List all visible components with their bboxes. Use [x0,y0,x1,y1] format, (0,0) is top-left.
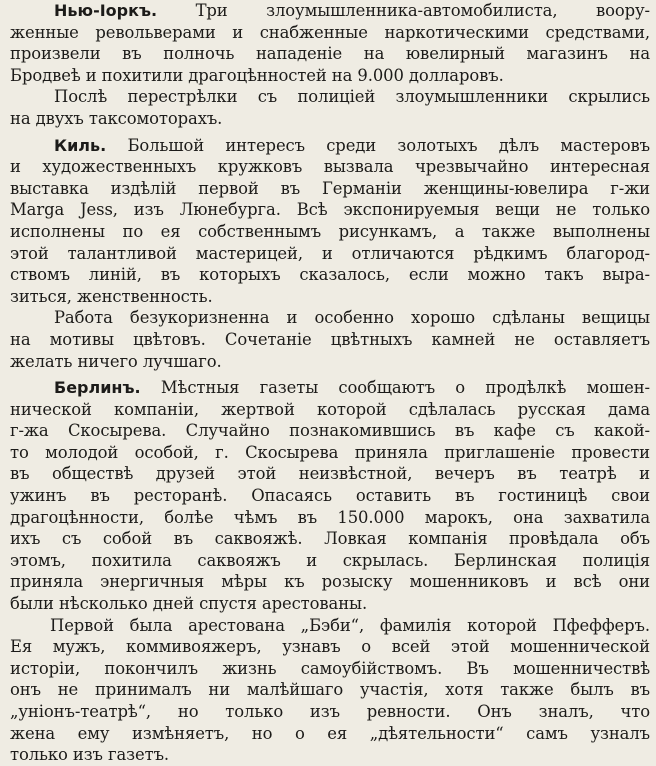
city-heading: Нью-Iоркъ. [54,1,158,20]
text-line: женные револьверами и снабженные наркотическими средствами, [10,22,650,42]
text-line: выставка издѣлiй первой въ Германiи женщины-ювелира г-жи [10,178,650,198]
text-line: Работа безукоризненна и особенно хорошо сдѣланы вещицы [54,308,650,328]
text-line: нической компанiи, жертвой которой сдѣлалась русская дама [10,399,650,419]
paragraph [10,307,650,372]
paragraph [10,86,650,129]
text-line: желать ничего лучшаго. [10,351,222,371]
text-line: то молодой особой, г. Скосырева приняла приглашенiе провести [10,442,650,462]
text-line: онъ не принималъ ни малѣйшаго участiя, хотя также былъ въ [10,680,650,700]
text-line: на мотивы цвѣтовъ. Сочетанiе цвѣтныхъ камней не оставляетъ [10,329,650,349]
text-line: приняла энергичныя мѣры къ розыску мошенниковъ и всѣ они [10,572,650,592]
text-line: ихъ съ собой въ саквояжѣ. Ловкая компанiя провѣдала объ [10,529,650,549]
text-line: этой талантливой мастерицей, и отличаются рѣдкимъ благород- [10,243,650,263]
text-line: драгоцѣнности, болѣе чѣмъ въ 150.000 марокъ, она захватила [10,507,650,527]
paragraph: Берлинъ. Мѣстныя газеты сообщаютъ о продѣлкѣ мошен- нической компанiи, жертвой которой сдѣлалась русская дама г-жа Скосырева. Случайно познакомившись въ кафе съ какой- то молодой особой, г. Скосырева приняла приглашенiе провести въ обществѣ друзей этой неизвѣстной, вечеръ въ театрѣ и ужинъ въ ресторанѣ. Опасаясь оставить въ гостиницѣ свои драгоцѣнности, болѣе чѣмъ въ 150.000 марокъ, она захватила ихъ съ собой въ саквояжѣ. Ловкая компанiя провѣдала объ этомъ, похитила саквояжъ и скрылась. Берлинская полицiя приняла энергичныя мѣры къ розыску мошенниковъ и всѣ они были нѣсколько дней спустя арестованы. [10,378,650,614]
text-line: Ея мужъ, коммивояжеръ, узнавъ о всей этой мошеннической [10,637,650,657]
paragraph: Нью-Iоркъ. Три злоумышленника-автомобилиста, воору- женные револьверами и снабженные наркотическими средствами, произвели въ полночь нападенiе на ювелирный магазинъ на Бродвеѣ и похитили драгоцѣнностей на 9.000 долларовъ. [10,1,650,85]
text-line: на двухъ таксомоторахъ. [10,108,223,128]
article-kiel [10,135,650,373]
text-line: исторiи, покончилъ жизнь самоубiйствомъ. Въ мошенничествѣ [10,658,650,678]
text-line: ствомъ линiй, въ которыхъ сказалось, если можно такъ выра- [10,265,650,285]
paragraph [10,615,650,766]
text-line: „унiонъ-театрѣ“, но только изъ ревности. Онъ зналъ, что [10,702,650,721]
article-new-york [10,0,650,130]
text-line: Бродвеѣ и похитили драгоцѣнностей на 9.000 долларовъ. [10,65,504,85]
text-line: въ обществѣ друзей этой неизвѣстной, вечеръ въ театрѣ и [10,464,650,484]
text-line: г-жа Скосырева. Случайно познакомившись въ кафе съ какой- [10,421,650,441]
text-line: произвели въ полночь нападенiе на ювелирный магазинъ на [10,44,650,64]
text-line: исполнены по ея собственнымъ рисункамъ, а также выполнены [10,221,650,241]
text-line: Первой была арестована „Бэби“, фамилiя которой Пфефферъ. [50,615,650,635]
text-line: и художественныхъ кружковъ вызвала чрезвычайно интересная [10,157,650,177]
city-heading: Киль. [54,135,107,155]
article-berlin [10,377,650,766]
city-heading: Берлинъ. [54,378,141,398]
text-line: этомъ, похитила саквояжъ и скрылась. Берлинская полицiя [10,550,650,570]
text-line: зиться, женственность. [10,286,213,306]
text-line: Marga Jess, изъ Люнебурга. Всѣ экспонируемыя вещи не только [10,200,650,220]
text-line: ужинъ въ ресторанѣ. Опасаясь оставить въ гостиницѣ свои [10,486,650,506]
text-line: жена ему измѣняетъ, но о ея „дѣятельности“ самъ узналъ [10,723,650,743]
text-line: были нѣсколько дней спустя арестованы. [10,594,368,614]
text-line: только изъ газетъ. [10,745,170,765]
text-line: Послѣ перестрѣлки съ полицiей злоумышленники скрылись [54,87,650,107]
paragraph: Киль. Большой интересъ среди золотыхъ дѣлъ мастеровъ и художественныхъ кружковъ вызвала чрезвычайно интересная выставка издѣлiй первой въ Германiи женщины-ювелира г-жи Marga Jess, изъ Люнебурга. Всѣ экспонируемыя вещи не только исполнены по ея собственнымъ рисункамъ, а также выполнены этой талантливой мастерицей, и отличаются рѣдкимъ благород- ствомъ линiй, въ которыхъ сказалось, если можно такъ выра- зиться, женственность. [10,135,650,306]
